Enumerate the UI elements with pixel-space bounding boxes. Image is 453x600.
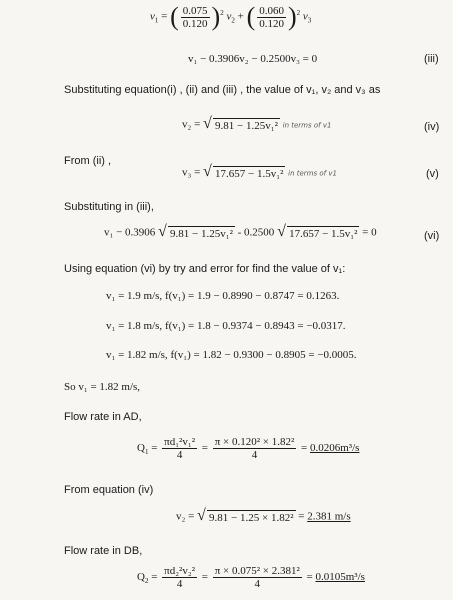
fraction-1	[181, 5, 210, 30]
eq-v1-v3-sub: 3	[307, 16, 312, 25]
substituting-iii-text: Substituting in (iii),	[64, 201, 154, 213]
q2-fraction-2	[213, 565, 302, 590]
equation-number-vi: (vi)	[424, 230, 440, 242]
paren-open: (	[246, 2, 256, 31]
q1-fraction-2-den: 4	[251, 449, 258, 461]
equation-iv	[182, 115, 332, 132]
q2-fraction-1-den: 4	[176, 578, 183, 590]
eq-v2-equals: =	[298, 510, 305, 523]
trial-calc: f(v₁) = 1.8 − 0.9374 − 0.8943 = −0.0317.	[164, 320, 346, 332]
fraction-1-num: 0.075	[182, 4, 208, 17]
q1-equals-1: =	[151, 442, 158, 455]
trial-guess: v₁ = 1.8 m/s,	[106, 320, 163, 332]
eq-vi-part-a: v₁ − 0.3906	[104, 226, 156, 239]
q1-equals-2: =	[201, 442, 208, 455]
from-iv-text: From equation (iv)	[64, 484, 154, 496]
eq-v1-v3: v	[302, 10, 308, 23]
q1-lhs-sub: 1	[144, 448, 149, 457]
eq-v1-equals: =	[161, 10, 168, 23]
q1-lhs: Q	[137, 442, 145, 455]
q2-equals-1: =	[151, 571, 158, 584]
handwritten-note-iv: in terms of v1	[282, 121, 332, 130]
handwritten-note-v: in terms of v1	[288, 169, 337, 178]
power-2: 2	[296, 8, 301, 17]
q1-fraction-1-den: 4	[176, 449, 183, 461]
trial-guess: v₁ = 1.82 m/s,	[106, 349, 168, 361]
trial-calc: f(v₁) = 1.9 − 0.8990 − 0.8747 = 0.1263.	[164, 290, 340, 302]
trial-row	[106, 349, 357, 361]
eq-v-lhs: v₃ =	[182, 166, 201, 179]
equation-q1	[137, 436, 359, 461]
eq-v2-result: 2.381 m/s	[307, 510, 351, 523]
q2-fraction-1-num: πd₂²v₂²	[164, 565, 195, 577]
trial-guess: v₁ = 1.9 m/s,	[106, 290, 163, 302]
sqrt-vi-1: √ 9.81 − 1.25v₁²	[158, 223, 233, 240]
eq-v2-lhs: v₂ =	[176, 510, 195, 523]
eq-vi-radicand-2: 17.657 − 1.5v₁²	[289, 228, 358, 240]
q1-result: 0.0206m³/s	[310, 442, 360, 455]
fraction-2-num: 0.060	[259, 4, 284, 17]
q1-fraction-1	[162, 436, 197, 461]
trial-row	[106, 290, 339, 302]
sqrt-vi-2: √ 17.657 − 1.5v₁²	[277, 223, 358, 240]
sqrt-iv: √ 9.81 − 1.25v₁²	[203, 115, 278, 132]
fraction-1-den: 0.120	[182, 17, 208, 30]
substituting-text: Substituting equation(i) , (ii) and (iii) , the value of v₁, v₂ and v₃ as	[64, 84, 381, 96]
equation-v1	[150, 4, 311, 30]
eq-v-radicand: 17.657 − 1.5v₁²	[215, 168, 284, 180]
equation-q2	[137, 565, 365, 590]
trial-calc: f(v₁) = 1.82 − 0.9300 − 0.8905 = −0.0005.	[170, 349, 357, 361]
equation-v	[182, 163, 337, 180]
equation-vi	[104, 223, 377, 240]
eq-vi-radicand-1: 9.81 − 1.25v₁²	[170, 228, 233, 240]
equation-number-iii: (iii)	[424, 53, 439, 65]
eq-v1-v2: v	[226, 10, 232, 23]
q1-fraction-2	[213, 436, 297, 461]
from-ii-text: From (ii) ,	[64, 155, 112, 167]
fraction-2-den: 0.120	[259, 17, 284, 30]
sqrt-v: √ 17.657 − 1.5v₁²	[203, 163, 284, 180]
eq-iv-lhs: v₂ =	[182, 118, 201, 131]
q2-fraction-2-num: π × 0.075² × 2.381²	[214, 565, 300, 577]
q2-lhs: Q	[137, 571, 145, 584]
eq-v1-v2-sub: 2	[231, 16, 235, 25]
q2-equals-3: =	[306, 571, 313, 584]
q1-equals-3: =	[301, 442, 308, 455]
q2-fraction-2-den: 4	[254, 578, 260, 590]
trial-error-text: Using equation (vi) by try and error for find the value of v₁:	[64, 263, 346, 275]
eq-v2-radicand: 9.81 − 1.25 × 1.82²	[209, 512, 294, 524]
fraction-2	[257, 5, 286, 30]
q1-fraction-1-num: πd₁²v₁²	[164, 436, 195, 448]
paren-close: )	[287, 2, 297, 31]
eq-v1-plus: +	[237, 10, 244, 23]
flow-rate-ad-text: Flow rate in AD,	[64, 411, 142, 423]
equation-number-v: (v)	[426, 168, 439, 180]
equation-iii: v₁ − 0.3906v₂ − 0.2500v₃ = 0	[188, 53, 318, 65]
equation-number-iv: (iv)	[424, 121, 440, 133]
eq-vi-part-b: - 0.2500	[237, 226, 275, 239]
q2-result: 0.0105m³/s	[315, 571, 365, 584]
paren-open: (	[170, 2, 179, 31]
so-v1-text: So v₁ = 1.82 m/s,	[64, 381, 141, 393]
trial-row	[106, 320, 346, 332]
eq-iv-radicand: 9.81 − 1.25v₁²	[215, 120, 278, 132]
sqrt-v2: √ 9.81 − 1.25 × 1.82²	[197, 507, 294, 524]
q2-equals-2: =	[201, 571, 208, 584]
eq-vi-part-c: = 0	[362, 226, 377, 239]
q2-lhs-sub: 2	[144, 577, 149, 586]
flow-rate-db-text: Flow rate in DB,	[64, 545, 143, 557]
q1-fraction-2-num: π × 0.120² × 1.82²	[214, 436, 295, 448]
eq-v1-lhs: v	[150, 10, 155, 23]
q2-fraction-1	[162, 565, 197, 590]
power-1: 2	[220, 8, 224, 17]
eq-v1-lhs-sub: 1	[154, 16, 159, 25]
paren-close: )	[211, 2, 221, 31]
equation-v2-result	[176, 507, 351, 524]
